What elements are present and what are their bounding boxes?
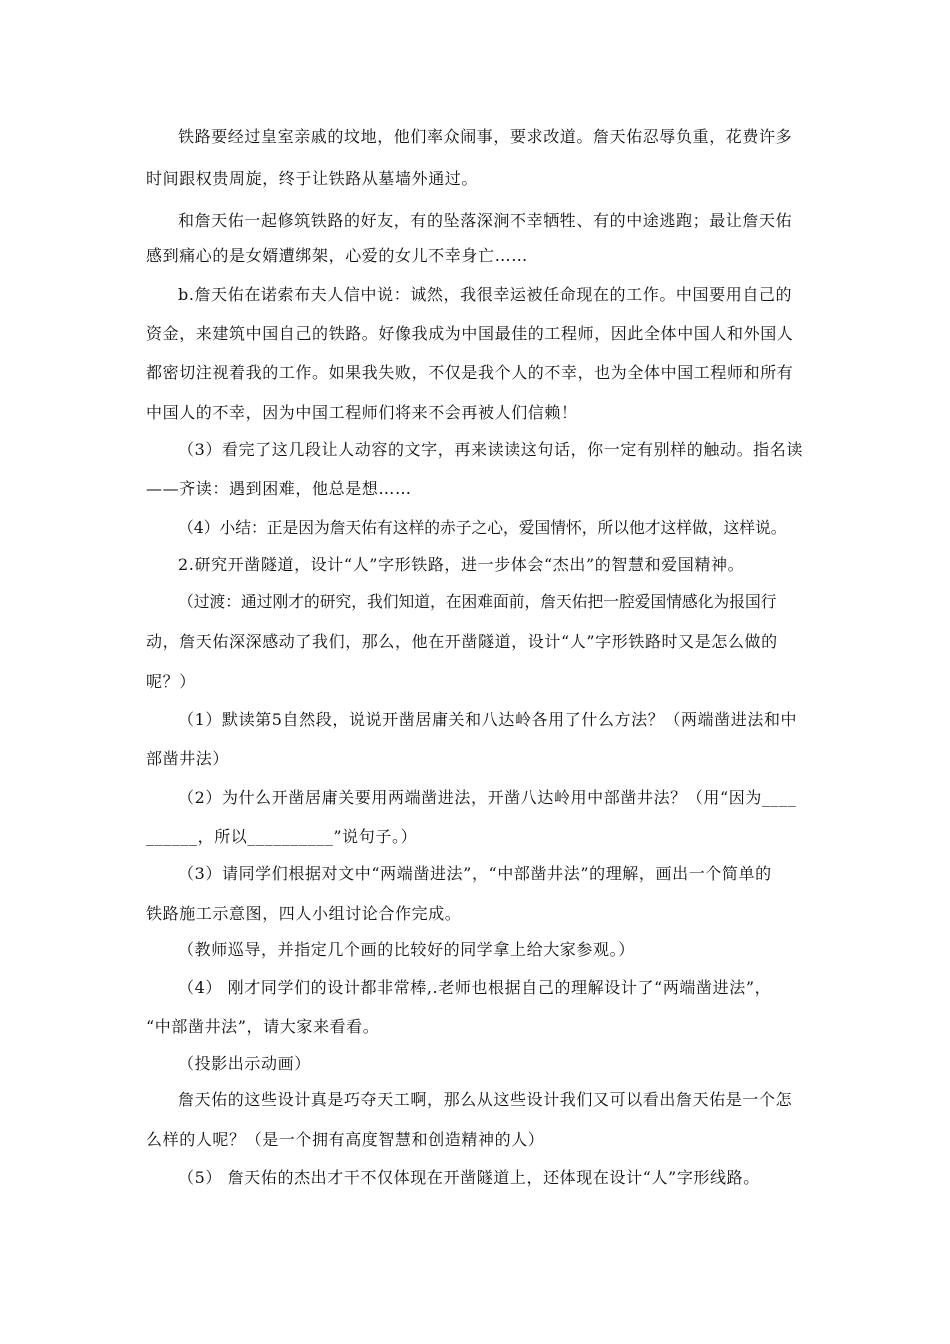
paragraph-line: （教师巡导，并指定几个画的比较好的同学拿上给大家参观。） <box>178 940 635 959</box>
paragraph-line: （1）默读第5自然段，说说开凿居庸关和八达岭各用了什么方法？（两端凿进法和中 <box>178 710 798 729</box>
paragraph-line: 铁路要经过皇室亲戚的坟地，他们率众闹事，要求改道。詹天佑忍辱负重，花费许多 <box>178 127 793 146</box>
paragraph-line: （3）看完了这几段让人动容的文字，再来读读这句话，你一定有别样的触动。指名读 <box>178 440 803 459</box>
paragraph-line: 么样的人呢？（是一个拥有高度智慧和创造精神的人） <box>146 1130 545 1149</box>
paragraph-line: 中国人的不幸，因为中国工程师们将来不会再被人们信赖！ <box>146 403 578 422</box>
paragraph-line: （2）为什么开凿居庸关要用两端凿进法，开凿八达岭用中部凿井法？（用“因为____ <box>178 788 797 807</box>
paragraph-line: 呢？） <box>146 672 196 691</box>
paragraph-line: 和詹天佑一起修筑铁路的好友，有的坠落深涧不幸牺牲、有的中途逃跑；最让詹天佑 <box>178 211 793 230</box>
paragraph-line: 时间跟权贵周旋，终于让铁路从墓墙外通过。 <box>146 169 479 188</box>
paragraph-line: （4） 刚才同学们的设计都非常棒,.老师也根据自己的理解设计了“两端凿进法”， <box>178 978 772 997</box>
paragraph-line: 动，詹天佑深深感动了我们，那么，他在开凿隧道，设计“人”字形铁路时又是怎么做的 <box>146 632 778 651</box>
paragraph-line: 部凿井法） <box>146 749 230 768</box>
paragraph-line: 铁路施工示意图，四人小组讨论合作完成。 <box>146 904 462 923</box>
paragraph-line: （过渡：通过刚才的研究，我们知道，在困难面前，詹天佑把一腔爱国情感化为报国行 <box>178 592 777 611</box>
paragraph-line: （3）请同学们根据对文中“两端凿进法”，“中部凿井法”的理解，画出一个简单的 <box>178 864 772 883</box>
paragraph-line: 都密切注视着我的工作。如果我失败，不仅是我个人的不幸，也为全体中国工程师和所有 <box>146 363 794 382</box>
paragraph-line: （5） 詹天佑的杰出才干不仅体现在开凿隧道上，还体现在设计“人”字形线路。 <box>178 1168 760 1187</box>
paragraph-line: 2.研究开凿隧道，设计“人”字形铁路，进一步体会“杰出”的智慧和爱国精神。 <box>178 555 745 574</box>
paragraph-line: ——齐读：遇到困难，他总是想…… <box>146 479 412 498</box>
paragraph-line: 詹天佑的这些设计真是巧夺天工啊，那么从这些设计我们又可以看出詹天佑是一个怎 <box>178 1090 793 1109</box>
paragraph-line: 资金，来建筑中国自己的铁路。好像我成为中国最佳的工程师，因此全体中国人和外国人 <box>146 324 794 343</box>
paragraph-line: ______，所以__________”说句子。） <box>146 827 418 846</box>
paragraph-line: （投影出示动画） <box>178 1054 311 1073</box>
paragraph-line: （4）小结：正是因为詹天佑有这样的赤子之心，爱国情怀，所以他才这样做，这样说。 <box>178 518 787 537</box>
paragraph-line: b.詹天佑在诺索布夫人信中说：诚然，我很幸运被任命现在的工作。中国要用自己的 <box>178 285 793 304</box>
paragraph-line: 感到痛心的是女婿遭绑架，心爱的女儿不幸身亡…… <box>146 246 528 265</box>
paragraph-line: “中部凿井法”，请大家来看看。 <box>146 1017 380 1036</box>
